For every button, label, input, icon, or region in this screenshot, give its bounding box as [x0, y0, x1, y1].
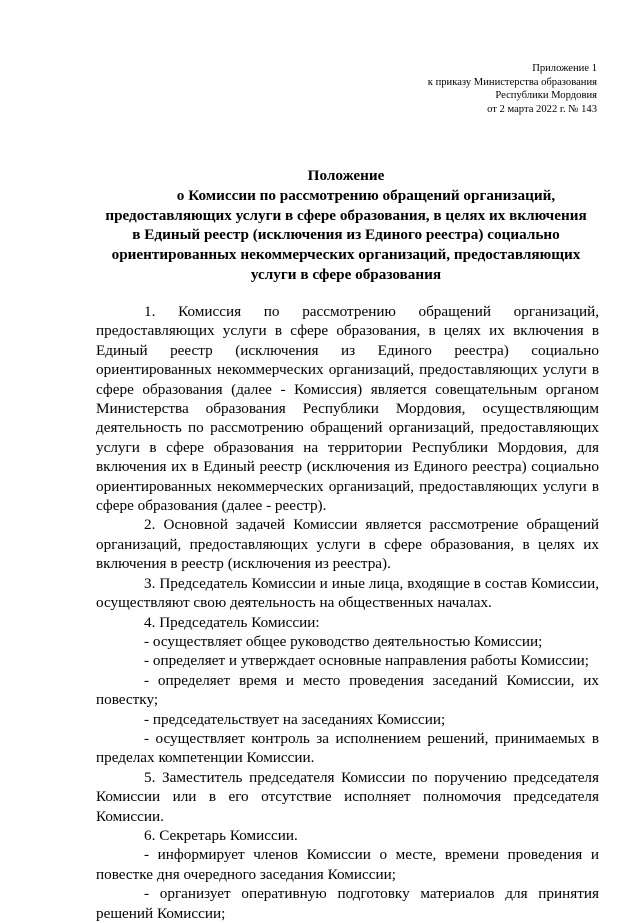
appendix-line: Приложение 1 — [532, 63, 597, 74]
document-title — [96, 166, 596, 285]
title-line: предоставляющих услуги в сфере образования, в целях их включения — [105, 206, 587, 224]
appendix-line: Республики Мордовия — [495, 90, 597, 102]
paragraph-3: 3. Председатель Комиссии и иные лица, входящие в состав Комиссии, осуществляют свою деятельность на общественных началах. — [96, 574, 599, 612]
title-line: Положение — [307, 167, 385, 184]
paragraph-4: 4. Председатель Комиссии: — [144, 613, 320, 631]
list-item: - осуществляет контроль за исполнением решений, принимаемых в пределах компетенции Комиссии. — [96, 729, 599, 767]
title-line: в Единый реестр (исключения из Единого реестра) социально — [132, 226, 560, 244]
paragraph-1: 1. Комиссия по рассмотрению обращений организаций, предоставляющих услуги в сфере образования, в целях их включения в Единый реестр (исключения из Единого реестра) социально ориентированных некоммерческих организаций, предоставляющих услуги в сфере образования (далее - Комиссия) является совещательным органом Министерства образования Республики Мордовия, осуществляющим деятельность по рассмотрению обращений организаций, предоставляющих услуги в сфере образования на территории Республики Мордовия, для включения их в Единый реестр (исключения из Единого реестра) социально ориентированных некоммерческих организаций, предоставляющих услуги в сфере образования (далее - реестр). — [96, 303, 599, 515]
list-item: - организует оперативную подготовку материалов для принятия решений Комиссии; — [96, 885, 599, 922]
list-item: - определяет и утверждает основные направления работы Комиссии; — [144, 652, 590, 670]
title-line: ориентированных некоммерческих организаций, предоставляющих — [111, 246, 581, 264]
document-body — [96, 302, 599, 923]
list-item: - информирует членов Комиссии о месте, времени проведения и повестке дня очередного заседания Комиссии; — [96, 846, 599, 883]
appendix-header — [428, 62, 597, 116]
list-item: - определяет время и место проведения заседаний Комиссии, их повестку; — [96, 671, 599, 709]
title-line: услуги в сфере образования — [250, 265, 442, 283]
list-item: - председательствует на заседаниях Комиссии; — [144, 710, 446, 728]
paragraph-6: 6. Секретарь Комиссии. — [144, 826, 298, 844]
appendix-line: от 2 марта 2022 г. № 143 — [487, 103, 597, 115]
appendix-line: к приказу Министерства образования — [427, 76, 597, 88]
title-line: о Комиссии по рассмотрению обращений организаций, — [176, 186, 556, 204]
paragraph-2: 2. Основной задачей Комиссии является рассмотрение обращений организаций, предоставляющих услуги в сфере образования, в целях их включения в реестр (исключения из реестра). — [96, 516, 599, 573]
paragraph-5: 5. Заместитель председателя Комиссии по поручению председателя Комиссии или в его отсутствие исполняет полномочия председателя Комиссии. — [96, 768, 599, 825]
list-item: - осуществляет общее руководство деятельностью Комиссии; — [144, 632, 543, 650]
